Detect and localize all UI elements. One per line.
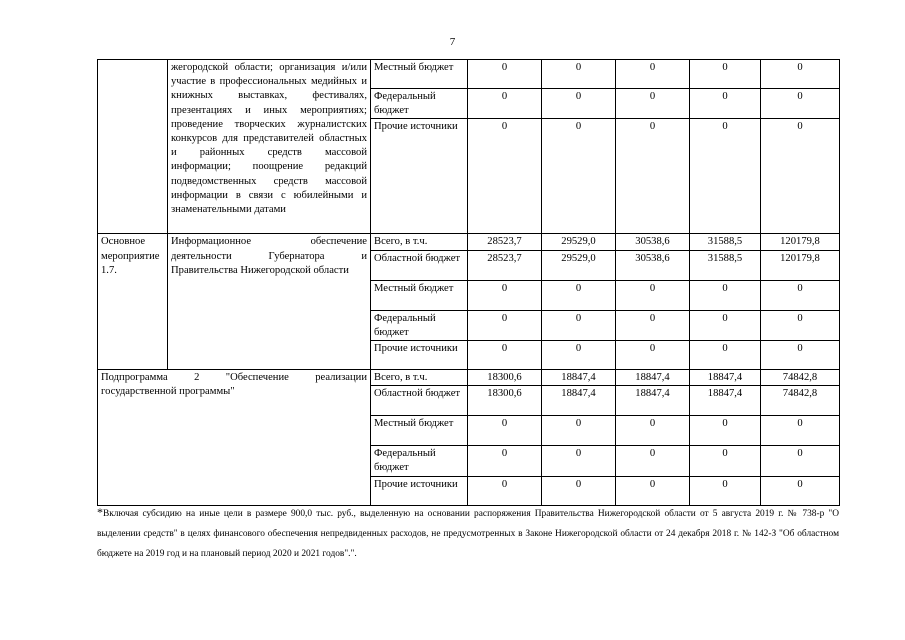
footnote-text: Включая субсидию на иные цели в размере 900,0 тыс. руб., выделенную на основании распоряжения Правительства Нижегородской области от 5 августа 2019 г. № 738-р "О выделении средств" в целях финансового обеспечения непредвиденных расходов, не предусмотренных в Законе Нижегородской области от 24 декабря 2018 г. № 142-З "Об областном бюджете на 2019 год и на плановый период 2020 и 2021 годов". [97, 509, 839, 559]
funding-source: Местный бюджет [371, 60, 468, 89]
value-cell: 120179,8 [761, 234, 840, 250]
page-number: 7 [449, 36, 456, 48]
value-cell: 0 [542, 60, 616, 89]
value-cell: 0 [542, 89, 616, 119]
value-cell: 0 [468, 476, 542, 505]
value-cell: 74842,8 [761, 386, 840, 416]
value-cell: 29529,0 [542, 250, 616, 280]
value-cell: 0 [761, 280, 840, 310]
table-row [98, 60, 840, 89]
value-cell: 0 [690, 89, 761, 119]
value-cell: 0 [690, 119, 761, 234]
value-cell: 0 [761, 89, 840, 119]
value-cell: 0 [690, 280, 761, 310]
funding-source: Федеральный бюджет [371, 446, 468, 476]
footnote-star: * [97, 505, 103, 519]
value-cell: 0 [468, 89, 542, 119]
value-cell: 0 [542, 446, 616, 476]
value-cell: 0 [761, 476, 840, 505]
funding-source: Областной бюджет [371, 386, 468, 416]
value-cell: 0 [468, 119, 542, 234]
value-cell: 0 [616, 341, 690, 370]
value-cell: 120179,8 [761, 250, 840, 280]
value-cell: 30538,6 [616, 234, 690, 250]
value-cell: 0 [690, 446, 761, 476]
value-cell: 0 [761, 341, 840, 370]
value-cell: 0 [468, 416, 542, 446]
value-cell: 0 [542, 280, 616, 310]
value-cell: 0 [542, 310, 616, 340]
value-cell: 0 [616, 119, 690, 234]
value-cell: 0 [690, 341, 761, 370]
activity-description: Информационное обеспечение деятельности Губернатора и Правительства Нижегородской области [168, 234, 371, 370]
funding-source: Федеральный бюджет [371, 310, 468, 340]
value-cell: 0 [468, 280, 542, 310]
funding-source: Областной бюджет [371, 250, 468, 280]
value-cell: 18847,4 [542, 386, 616, 416]
value-cell: 0 [690, 416, 761, 446]
value-cell: 0 [761, 310, 840, 340]
value-cell: 0 [616, 280, 690, 310]
value-cell: 0 [761, 60, 840, 89]
value-cell: 0 [761, 119, 840, 234]
value-cell: 18847,4 [690, 386, 761, 416]
value-cell: 0 [542, 476, 616, 505]
footnote [97, 502, 839, 564]
empty-label-cell [98, 60, 168, 234]
value-cell: 0 [616, 476, 690, 505]
value-cell: 18300,6 [468, 370, 542, 386]
value-cell: 0 [616, 89, 690, 119]
value-cell: 0 [690, 476, 761, 505]
value-cell: 0 [468, 60, 542, 89]
funding-source: Местный бюджет [371, 416, 468, 446]
value-cell: 0 [616, 310, 690, 340]
funding-source: Прочие источники [371, 119, 468, 234]
value-cell: 0 [542, 341, 616, 370]
funding-source: Прочие источники [371, 476, 468, 505]
value-cell: 30538,6 [616, 250, 690, 280]
value-cell: 0 [690, 310, 761, 340]
value-cell: 29529,0 [542, 234, 616, 250]
value-cell: 31588,5 [690, 250, 761, 280]
value-cell: 0 [468, 310, 542, 340]
value-cell: 18847,4 [616, 386, 690, 416]
value-cell: 74842,8 [761, 370, 840, 386]
value-cell: 0 [616, 60, 690, 89]
activity-description: жегородской области; организация и/или участие в профессиональных медийных и книжных выставках, фестивалях, презентациях и иных мероприятиях; проведение творческих журналистских конкурсов для представителей областных и районных средств массовой информации; поощрение редакций подведомственных средств массовой информации в связи с юбилейными и знаменательными датами [168, 60, 371, 234]
value-cell: 0 [542, 119, 616, 234]
value-cell: 18847,4 [690, 370, 761, 386]
value-cell: 28523,7 [468, 250, 542, 280]
value-cell: 31588,5 [690, 234, 761, 250]
table-row [98, 370, 840, 386]
value-cell: 18847,4 [616, 370, 690, 386]
funding-source: Всего, в т.ч. [371, 234, 468, 250]
subprogram-label: Подпрограмма 2 "Обеспечение реализации государственной программы" [98, 370, 371, 506]
value-cell: 28523,7 [468, 234, 542, 250]
value-cell: 18847,4 [542, 370, 616, 386]
funding-source: Прочие источники [371, 341, 468, 370]
funding-source: Федеральный бюджет [371, 89, 468, 119]
value-cell: 0 [761, 446, 840, 476]
value-cell: 0 [761, 416, 840, 446]
value-cell: 0 [616, 416, 690, 446]
footnote-closing: ". [350, 549, 357, 559]
value-cell: 0 [616, 446, 690, 476]
value-cell: 0 [468, 341, 542, 370]
funding-source: Всего, в т.ч. [371, 370, 468, 386]
funding-source: Местный бюджет [371, 280, 468, 310]
value-cell: 0 [690, 60, 761, 89]
value-cell: 0 [542, 416, 616, 446]
measure-label: Основное мероприятие 1.7. [98, 234, 168, 370]
table-row [98, 234, 840, 250]
value-cell: 0 [468, 446, 542, 476]
budget-table [97, 59, 840, 506]
value-cell: 18300,6 [468, 386, 542, 416]
